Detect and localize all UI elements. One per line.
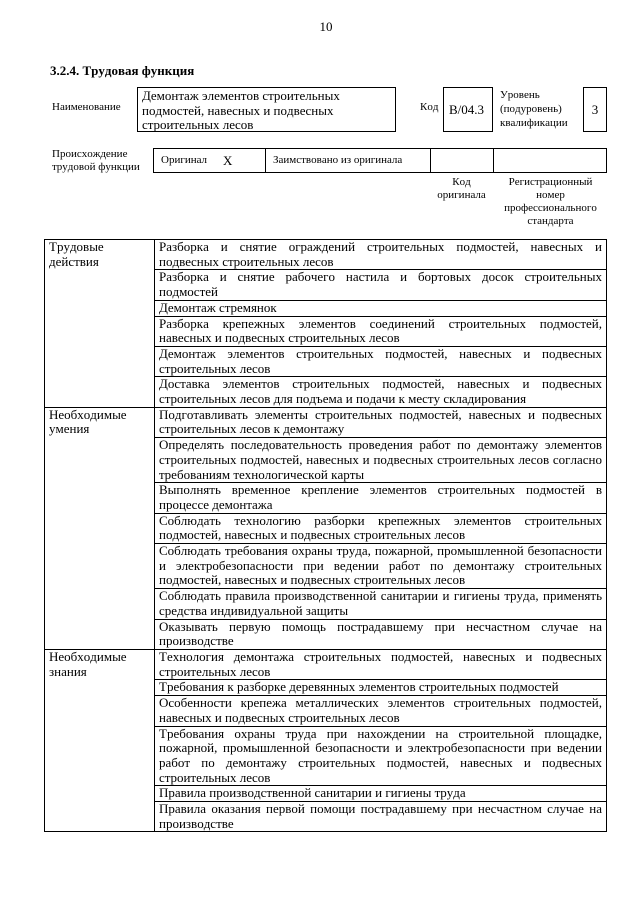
- section-title: 3.2.4. Трудовая функция: [50, 63, 195, 78]
- table-row: [45, 407, 607, 437]
- function-name-label: Наименование: [52, 101, 121, 113]
- required-skill-item: Оказывать первую помощь пострадавшему при несчастном случае на производстве: [155, 619, 607, 649]
- required-knowledge-item: Требования к разборке деревянных элементов строительных подмостей: [155, 680, 607, 696]
- origin-cell-borrowed: [266, 149, 431, 172]
- labor-action-item: Разборка и снятие рабочего настила и бортовых досок строительных подмостей: [155, 270, 607, 300]
- labor-action-item: Демонтаж элементов строительных подмостей, навесных и подвесных строительных лесов: [155, 346, 607, 376]
- required-skill-item: Соблюдать технологию разборки крепежных элементов строительных подмостей, навесных и подвесных строительных лесов: [155, 513, 607, 543]
- qualification-level-value: 3: [583, 87, 607, 132]
- function-name-value: Демонтаж элементов строительных подмостей, навесных и подвесных строительных лесов: [137, 87, 396, 132]
- original-label: Оригинал: [161, 154, 207, 166]
- section-label-required-skills: Необходимые умения: [45, 407, 155, 649]
- labor-action-item: Разборка крепежных элементов соединений строительных подмостей, навесных и подвесных строительных лесов: [155, 316, 607, 346]
- labor-action-item: Демонтаж стремянок: [155, 300, 607, 316]
- origin-cell-original: [154, 149, 266, 172]
- registration-number-caption: Регистрационный номер профессионального стандарта: [504, 176, 597, 227]
- origin-cell-registration-number: [494, 149, 606, 172]
- labor-function-table: [44, 239, 607, 832]
- section-label-required-knowledge: Необходимые знания: [45, 649, 155, 831]
- section-label-labor-actions: Трудовые действия: [45, 240, 155, 408]
- function-origin-table: [153, 148, 607, 173]
- origin-cell-original-code: [431, 149, 494, 172]
- labor-action-item: Доставка элементов строительных подмостей, навесных и подвесных строительных лесов для подъема и подачи к месту складирования: [155, 377, 607, 407]
- labor-action-item: Разборка и снятие ограждений строительных подмостей, навесных и подвесных строительных лесов: [155, 240, 607, 270]
- function-code-label: Код: [420, 101, 439, 113]
- required-skill-item: Выполнять временное крепление элементов строительных подмостей в процессе демонтажа: [155, 483, 607, 513]
- function-code-value: B/04.3: [443, 87, 493, 132]
- required-knowledge-item: Требования охраны труда при нахождении на строительной площадке, пожарной, промышленной безопасности и электробезопасности при ведении работ по демонтажу строительных подмостей, навесных и подвесных строительных лесов: [155, 726, 607, 786]
- page-number: 10: [319, 19, 333, 34]
- required-knowledge-item: Правила оказания первой помощи пострадавшему при несчастном случае на производстве: [155, 802, 607, 832]
- function-origin-label: Происхождение трудовой функции: [52, 148, 140, 173]
- required-skill-item: Определять последовательность проведения работ по демонтажу элементов строительных подмостей, навесных и подвесных строительных лесов согласно требованиям технологической карты: [155, 438, 607, 483]
- required-skill-item: Подготавливать элементы строительных подмостей, навесных и подвесных строительных лесов к демонтажу: [155, 407, 607, 437]
- original-code-caption: Код оригинала: [437, 176, 486, 201]
- required-knowledge-item: Правила производственной санитарии и гигиены труда: [155, 786, 607, 802]
- required-skill-item: Соблюдать правила производственной санитарии и гигиены труда, применять средства индивидуальной защиты: [155, 589, 607, 619]
- borrowed-label: Заимствовано из оригинала: [273, 154, 403, 166]
- required-knowledge-item: Особенности крепежа металлических элементов строительных подмостей, навесных и подвесных строительных лесов: [155, 696, 607, 726]
- table-row: [45, 240, 607, 270]
- original-mark: X: [223, 153, 233, 168]
- required-skill-item: Соблюдать требования охраны труда, пожарной, промышленной безопасности и электробезопасности при ведении работ по демонтажу строительных подмостей, навесных и подвесных строительных лесов: [155, 544, 607, 589]
- qualification-level-label: Уровень (подуровень) квалификации: [500, 89, 568, 129]
- required-knowledge-item: Технология демонтажа строительных подмостей, навесных и подвесных строительных лесов: [155, 649, 607, 679]
- table-row: [45, 649, 607, 679]
